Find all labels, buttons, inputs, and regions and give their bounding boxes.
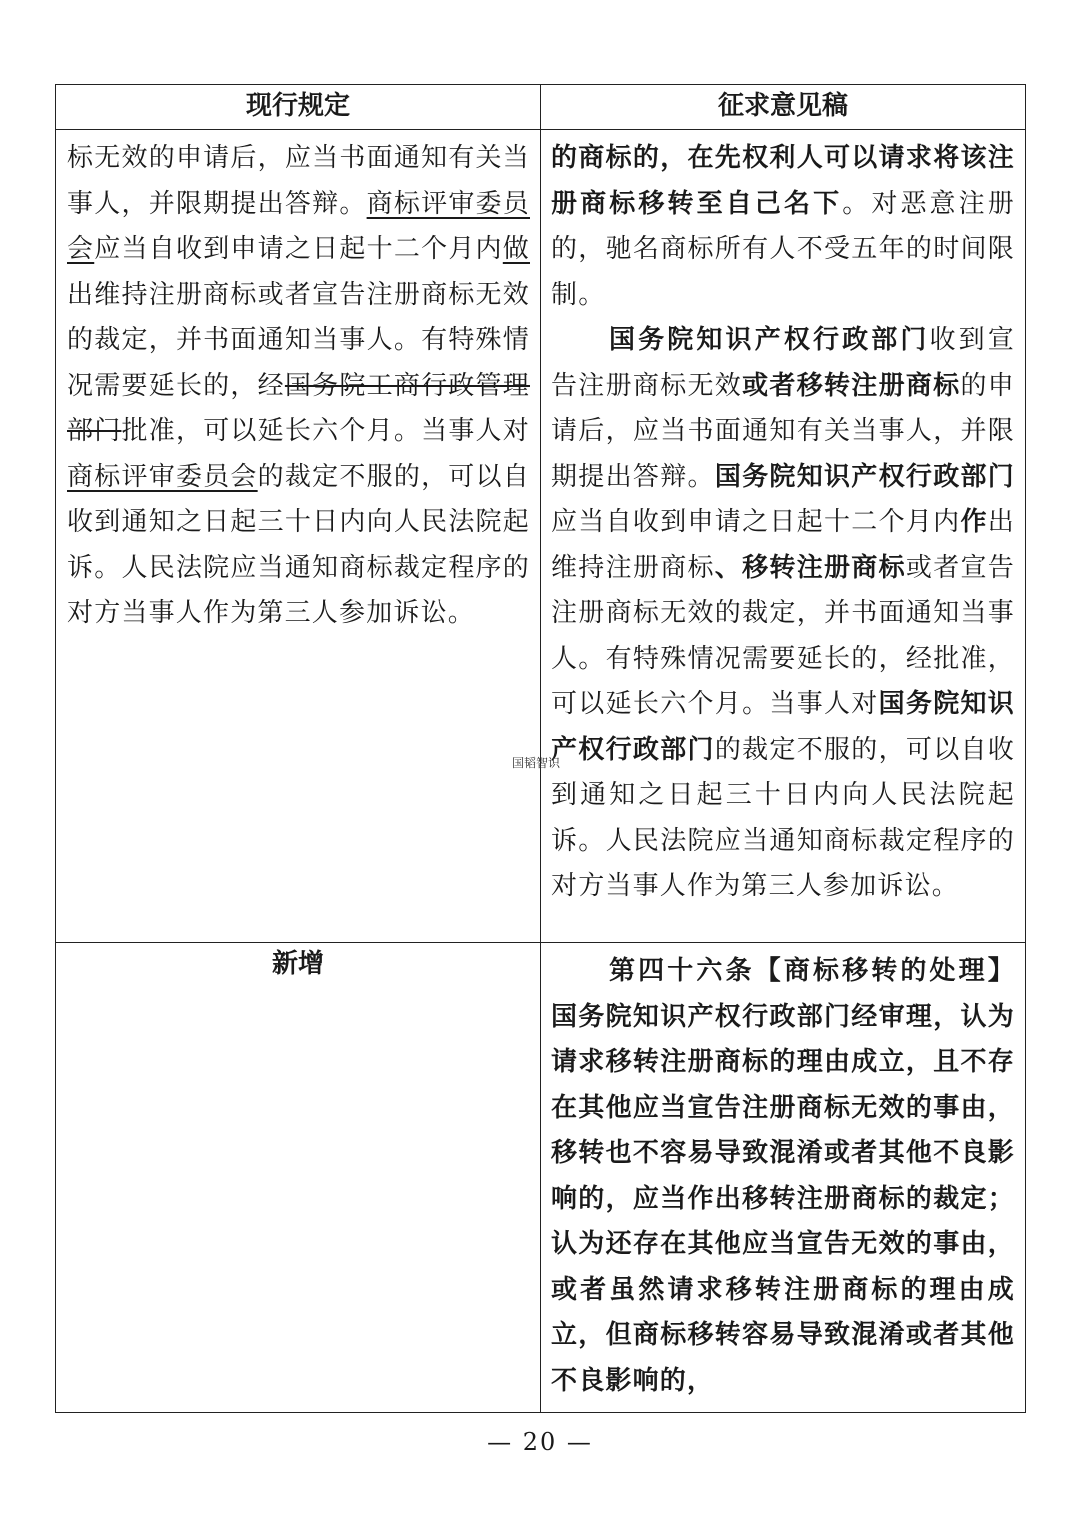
- row1-right-p2-run: 、移转注册商标: [714, 552, 906, 583]
- row1-left-run: 商标评审委员会: [67, 188, 530, 264]
- row1-right-p1-run: 。对恶意注册的，驰名商标所有人不受五年的时间限制。: [551, 188, 1015, 310]
- row1-right-p2-run: 收到宣告注册商标无效: [551, 325, 1015, 401]
- row1-left-run: 的裁定不服的，可以自收到通知之日起三十日内向人民法院起诉。人民法院应当通知商标裁定程序的对方当事人作为第三人参加诉讼。: [67, 461, 530, 628]
- row1-right-p2-run: 出维持注册商标: [551, 507, 1015, 583]
- row1-left-run: 出维持注册商标或者宣告注册商标无效的裁定，并书面通知当事人。有特殊情况需要延长的，经: [67, 279, 530, 401]
- row1-right-paragraph-1: [551, 136, 1015, 318]
- row1-right-p2-run: 作: [960, 507, 988, 537]
- row1-right-p2-run: 应当自收到申请之日起十二个月内: [551, 507, 961, 537]
- header-draft: 征求意见稿: [541, 85, 1026, 130]
- row1-right-text: [541, 130, 1025, 918]
- watermark: 国韬智识: [512, 756, 561, 770]
- header-current-rules: 现行规定: [56, 85, 541, 130]
- row1-right-p2-run: 国务院知识产权行政部门: [714, 461, 1016, 492]
- row1-right-p2-run: 或者宣告注册商标无效的裁定，并书面通知当事人。有特殊情况需要延长的，经批准，可以延长六个月。当事人对: [551, 552, 1015, 719]
- row1-left-run: 批准，可以延长六个月。当事人对: [121, 416, 530, 446]
- row1-right-p2-run: 国务院知识产权行政部门: [609, 325, 930, 355]
- row1-right-p2-run: 的申请后，应当书面通知有关当事人，并限期提出答辩。: [551, 370, 1015, 492]
- row1-right-p2-run: 或者移转注册商标: [742, 370, 961, 401]
- row1-left-run: 做: [502, 234, 530, 264]
- row1-right-paragraph-2: [551, 318, 1015, 910]
- article-46-text: 第四十六条【商标移转的处理】 国务院知识产权行政部门经审理，认为请求移转注册商标的理由成立，且不存在其他应当宣告注册商标无效的事由，移转也不容易导致混淆或者其他不良影响的，应当作出移转注册商标的裁定；认为还存在其他应当宣告无效的事由，或者虽然请求移转注册商标的理由成立，但商标移转容易导致混淆或者其他不良影响的，: [551, 956, 1015, 1396]
- row1-left-run: 商标评审委员会: [67, 461, 258, 492]
- row1-left-run: 应当自收到申请之日起十二个月内: [94, 234, 503, 264]
- row1-right-p2-run: 的裁定不服的，可以自收到通知之日起三十日内向人民法院起诉。人民法院应当通知商标裁定程序的对方当事人作为第三人参加诉讼。: [551, 734, 1016, 901]
- row1-left-cell: [56, 130, 541, 943]
- row1-left-run: 国务院工商行政管理部门: [67, 370, 530, 446]
- row2-left-cell: 新增: [56, 943, 541, 1413]
- comparison-table: [55, 84, 1026, 1413]
- row1-right-p2-run: 国务院知识产权行政部门: [551, 689, 1015, 765]
- row1-left-paragraph: [67, 136, 530, 637]
- row1-left-run: 标无效的申请后，应当书面通知有关当事人，并限期提出答辩。: [67, 143, 530, 219]
- row1-right-p1-run: 的商标的，在先权利人可以请求将该注册商标移转至自己名下: [551, 143, 1015, 219]
- row1-left-text: [56, 130, 540, 645]
- row2-right-cell: [541, 943, 1026, 1413]
- row1-right-cell: [541, 130, 1026, 943]
- page-number: — 20 —: [487, 1428, 593, 1456]
